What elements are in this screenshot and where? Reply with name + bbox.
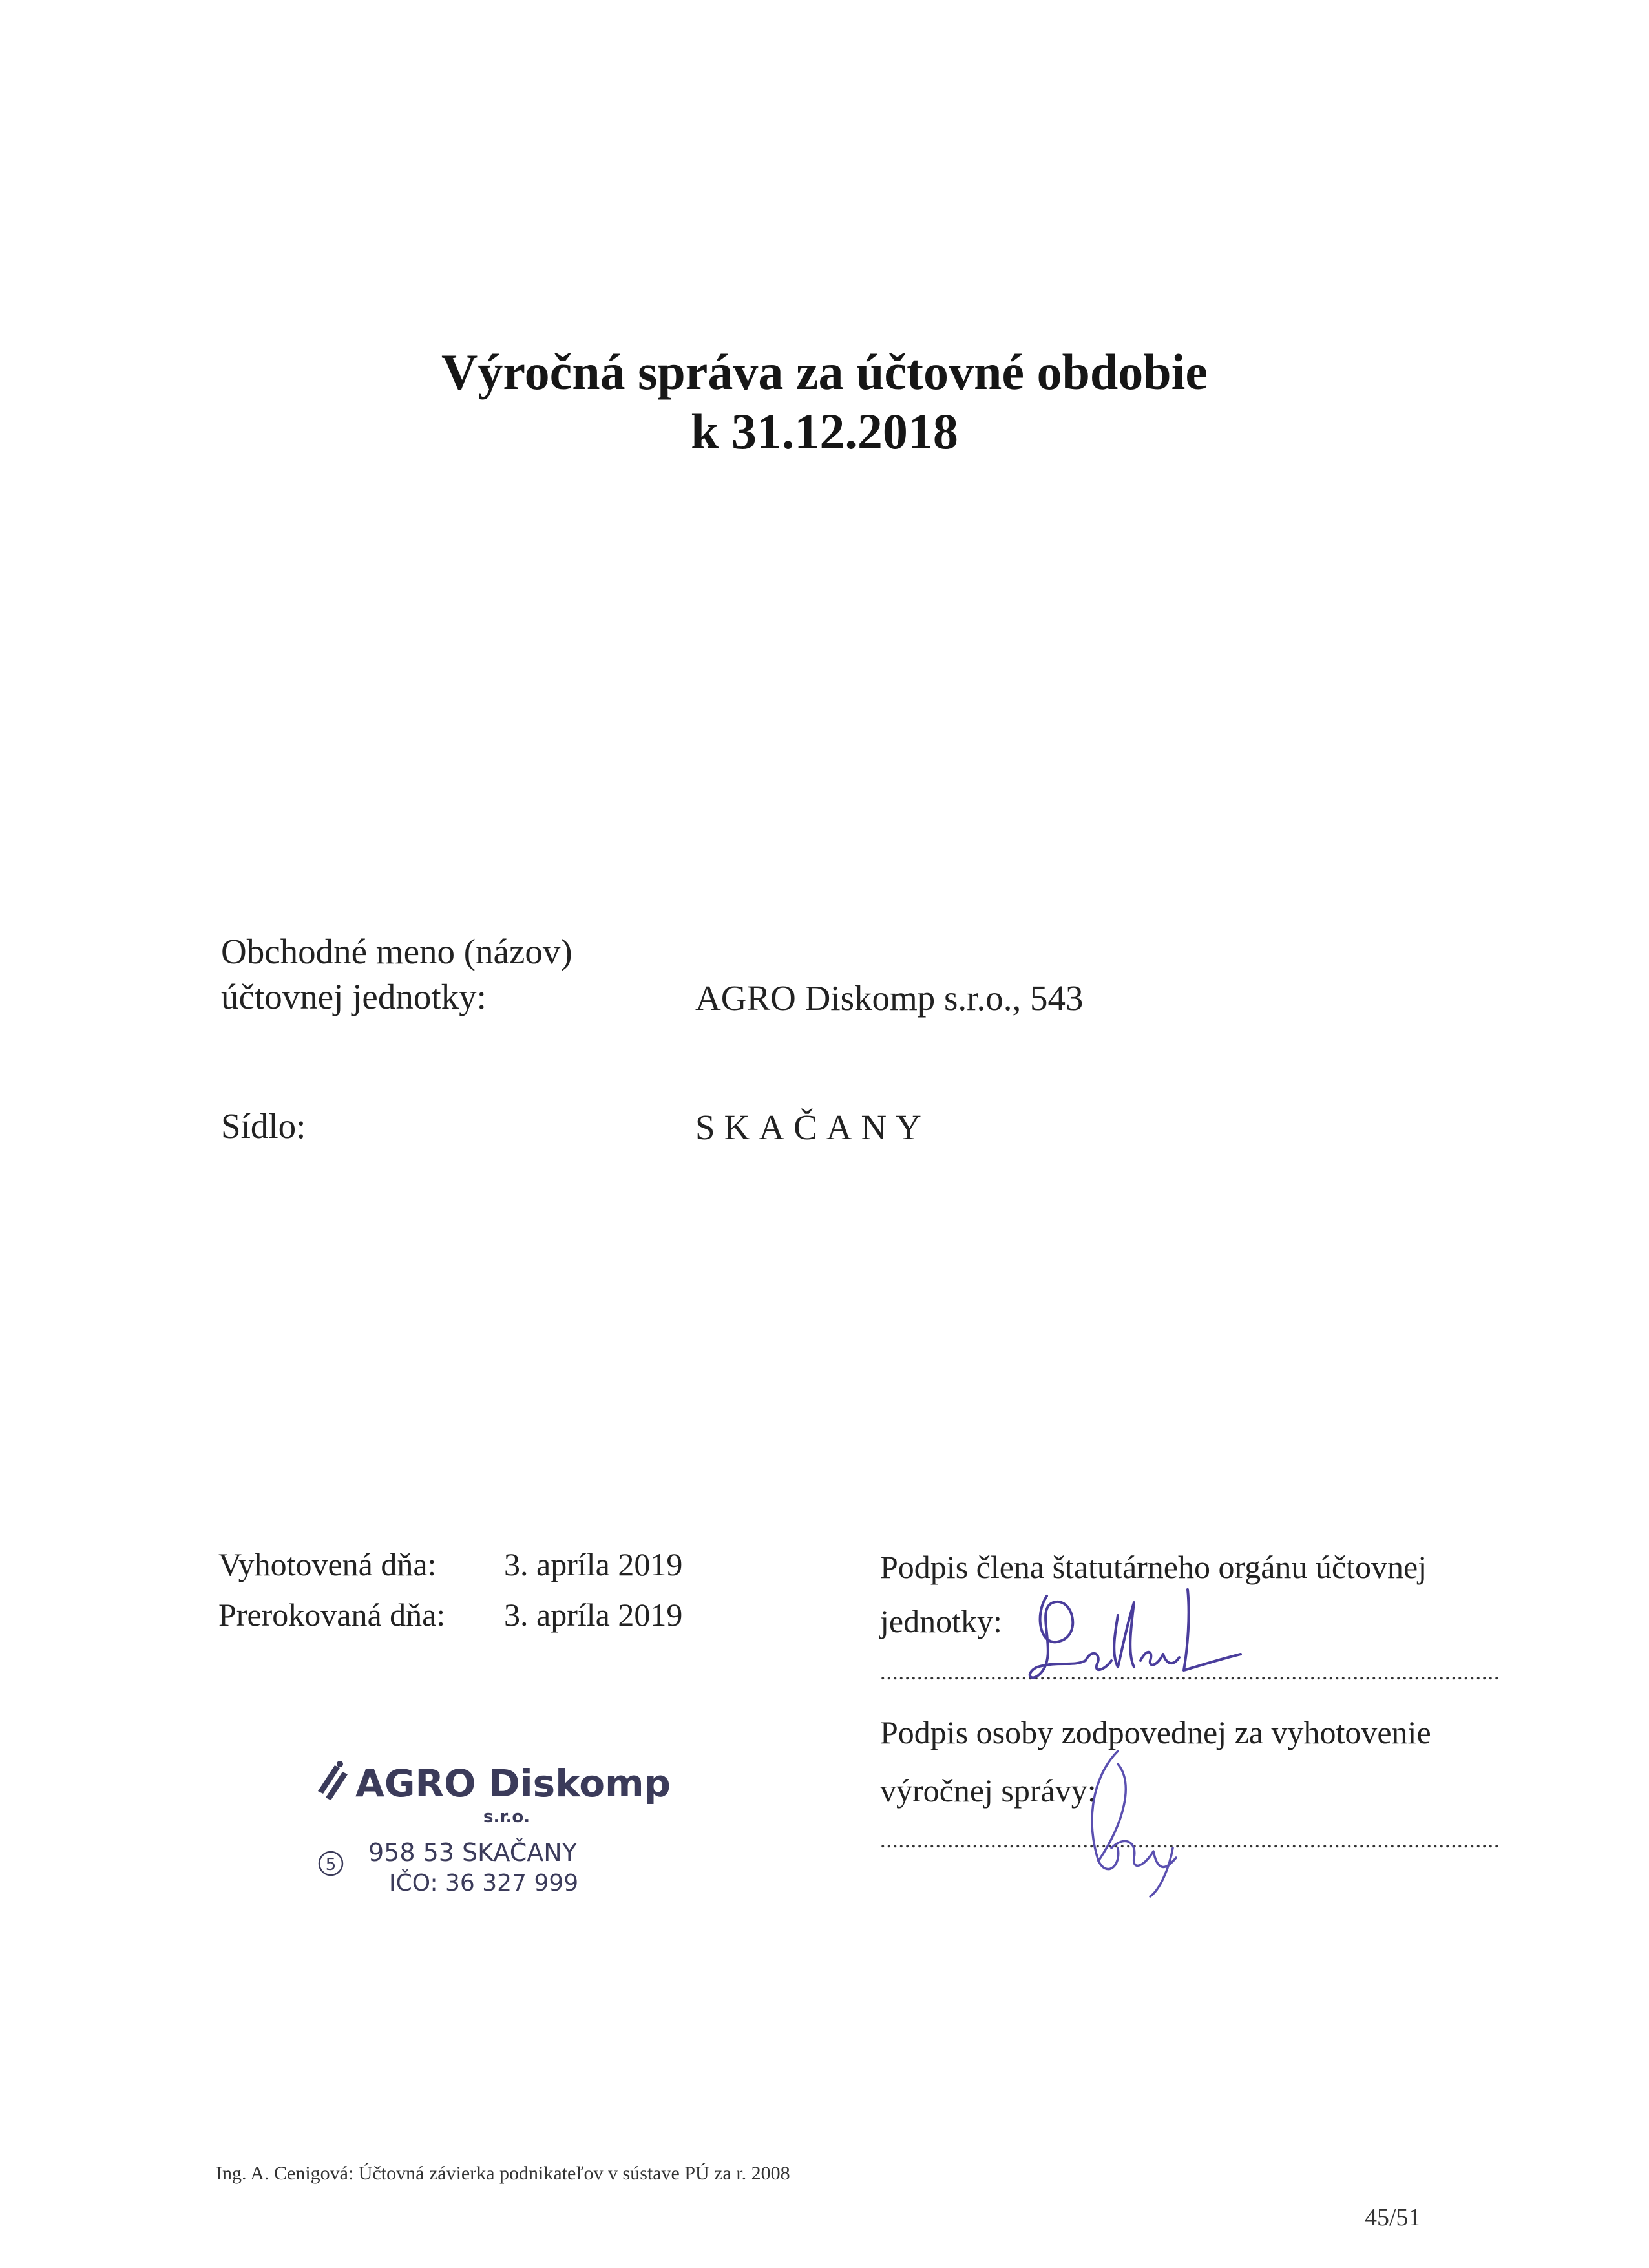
document-title-line-2: k 31.12.2018 [691, 403, 958, 459]
stamp-legal-form: s.r.o. [483, 1807, 530, 1827]
stamp-ico: IČO: 36 327 999 [389, 1870, 579, 1896]
responsible-signature-line: ..................................................................................................... [880, 1829, 1500, 1853]
responsible-handwritten-signature [1047, 1738, 1195, 1900]
footer-source: Ing. A. Cenigová: Účtovná závierka podnikateľov v sústave PÚ za r. 2008 [216, 2163, 790, 2184]
stamp-number: 5 [325, 1855, 337, 1874]
page-number: 45/51 [1365, 2204, 1421, 2231]
entity-name-label-line-2: účtovnej jednotky: [221, 977, 487, 1016]
entity-name-label-line-1: Obchodné meno (názov) [221, 932, 572, 971]
stamp-address: 958 53 SKAČANY [368, 1838, 577, 1867]
responsible-signature-label-line-2: výročnej správy: [880, 1772, 1097, 1809]
statutory-handwritten-signature [1021, 1577, 1266, 1706]
responsible-signature-label-line-1: Podpis osoby zodpovednej za vyhotovenie [880, 1714, 1431, 1750]
discussed-date-label: Prerokovaná dňa: [218, 1597, 446, 1633]
prepared-date-value: 3. apríla 2019 [504, 1546, 683, 1582]
prepared-date-label: Vyhotovená dňa: [218, 1546, 437, 1582]
seat-value: SKAČANY [695, 1108, 930, 1147]
seat-label: Sídlo: [221, 1106, 306, 1146]
document-title-line-1: Výročná správa za účtovné obdobie [441, 344, 1208, 400]
stamp-company-name: AGRO Diskomp [355, 1761, 671, 1805]
company-stamp [304, 1751, 671, 1906]
statutory-signature-label-line-2: jednotky: [880, 1603, 1002, 1639]
entity-name-value: AGRO Diskomp s.r.o., 543 [695, 978, 1084, 1018]
discussed-date-value: 3. apríla 2019 [504, 1597, 683, 1633]
statutory-signature-label-line-1: Podpis člena štatutárneho orgánu účtovnej [880, 1549, 1427, 1585]
statutory-signature-line: ..................................................................................................... [880, 1661, 1500, 1685]
